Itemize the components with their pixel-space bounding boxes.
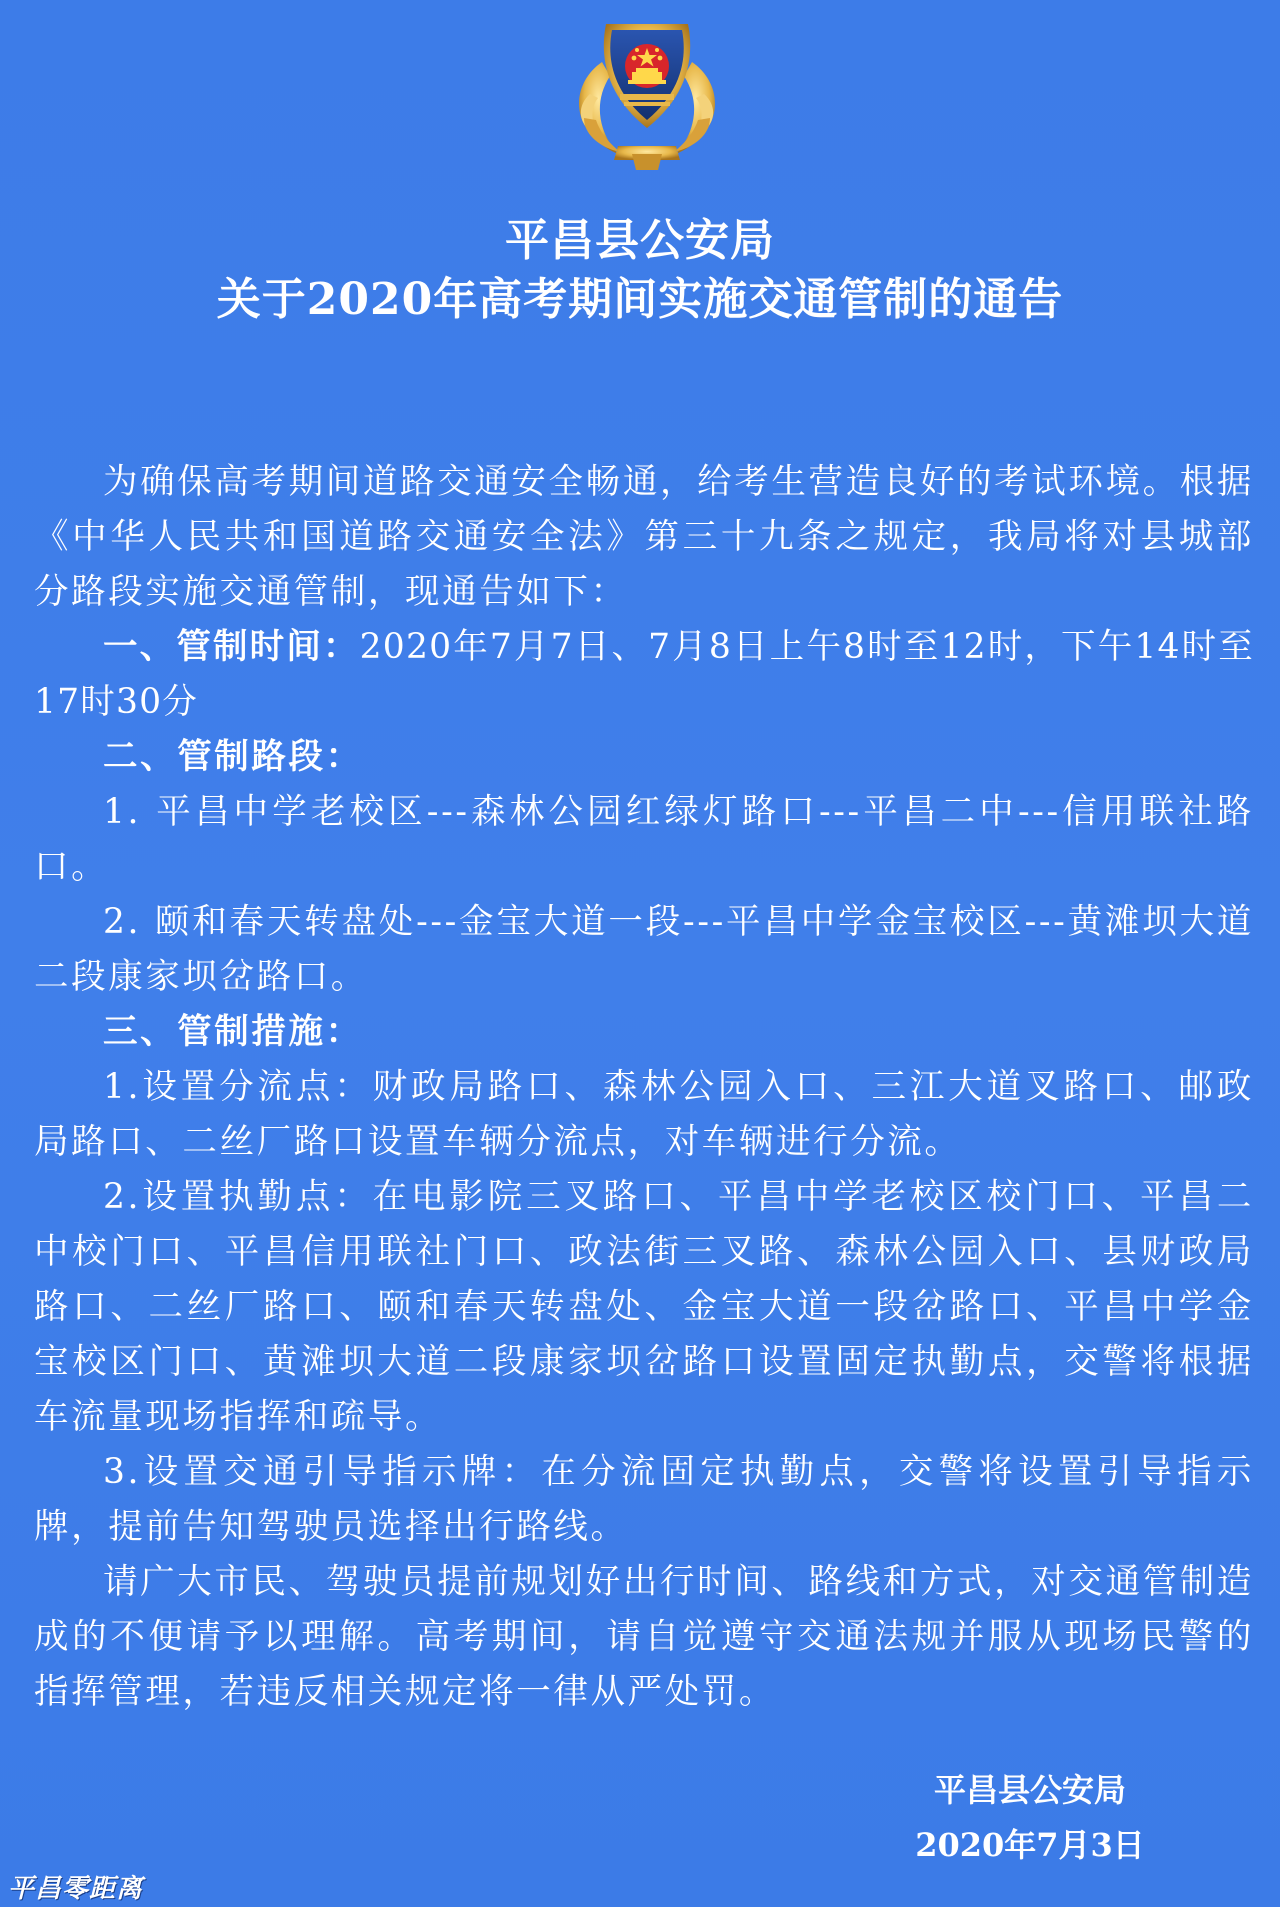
road-item-2: 2. 颐和春天转盘处---金宝大道一段---平昌中学金宝校区---黄滩坝大道二段康家坝岔路口。 xyxy=(34,902,1254,997)
notice-title: 关于2020年高考期间实施交通管制的通告 xyxy=(216,274,1064,325)
signature-date: 2020年7月3日 xyxy=(915,1826,1145,1864)
measure-item-2: 2.设置执勤点：在电影院三叉路口、平昌中学老校区校门口、平昌二中校门口、平昌信用联社门口、政法街三叉路、森林公园入口、县财政局路口、二丝厂路口、颐和春天转盘处、金宝大道一段岔路口、平昌中学金宝校区门口、黄滩坝大道二段康家坝岔路口设置固定执勤点，交警将根据车流量现场指挥和疏导。 xyxy=(34,1177,1254,1437)
police-emblem-icon xyxy=(562,14,732,176)
watermark: 平昌零距离 xyxy=(8,1874,144,1904)
intro-paragraph: 为确保高考期间道路交通安全畅通，给考生营造良好的考试环境。根据《中华人民共和国道路交通安全法》第三十九条之规定，我局将对县城部分路段实施交通管制，现通告如下： xyxy=(34,462,1254,612)
section-heading: 一、管制时间： xyxy=(103,627,360,667)
section-heading: 三、管制措施： xyxy=(103,1012,363,1052)
notice-body xyxy=(34,455,1254,1720)
measure-item-3: 3.设置交通引导指示牌：在分流固定执勤点，交警将设置引导指示牌，提前告知驾驶员选择出行路线。 xyxy=(34,1452,1254,1547)
section-control-time xyxy=(34,620,1254,730)
closing-paragraph: 请广大市民、驾驶员提前规划好出行时间、路线和方式，对交通管制造成的不便请予以理解。高考期间，请自觉遵守交通法规并服从现场民警的指挥管理，若违反相关规定将一律从严处罚。 xyxy=(34,1562,1254,1712)
section-heading-roads xyxy=(34,730,1254,785)
section-heading-measures xyxy=(34,1005,1254,1060)
road-item-1: 1. 平昌中学老校区---森林公园红绿灯路口---平昌二中---信用联社路口。 xyxy=(34,792,1254,887)
measure-item-1: 1.设置分流点：财政局路口、森林公园入口、三江大道叉路口、邮政局路口、二丝厂路口设置车辆分流点，对车辆进行分流。 xyxy=(34,1067,1254,1162)
issuer-title: 平昌县公安局 xyxy=(505,215,775,266)
section-heading: 二、管制路段： xyxy=(103,737,363,777)
section-text: 2020年7月7日、7月8日上午8时至12时，下午14时至17时30分 xyxy=(34,627,1254,722)
signature-org: 平昌县公安局 xyxy=(933,1771,1126,1809)
